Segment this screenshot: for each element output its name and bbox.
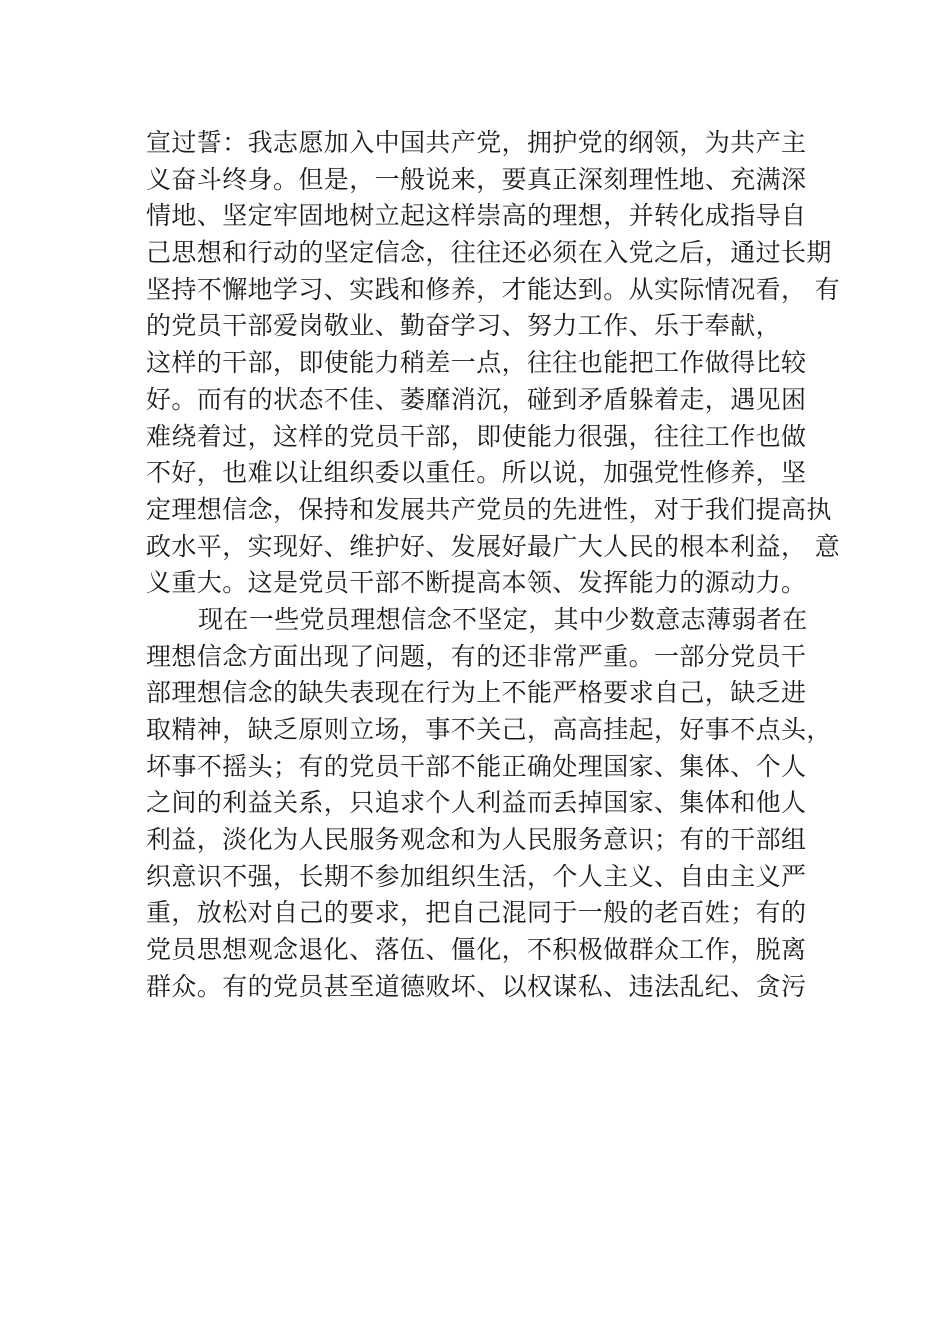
text-line: 义重大。这是党员干部不断提高本领、发挥能力的源动力。 [146, 568, 807, 598]
text-line: 之间的利益关系，只追求个人利益而丢掉国家、集体和他人 [146, 788, 807, 818]
text-line: 织意识不强，长期不参加组织生活，个人主义、自由主义严 [146, 861, 807, 891]
text-line: 好。而有的状态不佳、萎靡消沉，碰到矛盾躲着走，遇见困 [146, 384, 807, 414]
text-line: 定理想信念，保持和发展共产党员的先进性，对于我们提高执 [146, 494, 832, 524]
text-line: 宣过誓：我志愿加入中国共产党，拥护党的纲领，为共产主 [146, 128, 807, 157]
text-line: 群众。有的党员甚至道德败坏、以权谋私、违法乱纪、贪污 [146, 971, 807, 1001]
text-line: 己思想和行动的坚定信念，往往还必须在入党之后，通过长期 [146, 238, 832, 268]
text-line: 利益，淡化为人民服务观念和为人民服务意识；有的干部组 [146, 825, 807, 855]
text-line: 现在一些党员理想信念不坚定，其中少数意志薄弱者在 [198, 604, 808, 634]
text-line: 坚持不懈地学习、实践和修养，才能达到。从实际情况看， 有 [146, 274, 841, 304]
text-line: 党员思想观念退化、落伍、僵化，不积极做群众工作，脱离 [146, 935, 807, 965]
text-line: 政水平，实现好、维护好、发展好最广大人民的根本利益， 意 [146, 531, 841, 561]
body-text [146, 125, 841, 1006]
text-line: 坏事不摇头；有的党员干部不能正确处理国家、集体、个人 [146, 751, 807, 781]
text-line: 不好，也难以让组织委以重任。所以说，加强党性修养，坚 [146, 458, 807, 488]
text-line: 义奋斗终身。但是，一般说来，要真正深刻理性地、充满深 [146, 164, 807, 194]
text-line: 情地、坚定牢固地树立起这样崇高的理想，并转化成指导自 [146, 201, 807, 231]
text-line: 重，放松对自己的要求，把自己混同于一般的老百姓；有的 [146, 898, 807, 928]
text-line: 理想信念方面出现了问题，有的还非常严重。一部分党员干 [146, 641, 807, 671]
text-line: 部理想信念的缺失表现在行为上不能严格要求自己，缺乏进 [146, 678, 807, 708]
paragraph-1 [146, 125, 841, 602]
text-line: 难绕着过，这样的党员干部，即使能力很强，往往工作也做 [146, 421, 807, 451]
text-line: 取精神，缺乏原则立场，事不关己，高高挂起，好事不点头， [146, 715, 832, 744]
paragraph-2 [146, 602, 832, 1006]
text-line: 这样的干部，即使能力稍差一点，往往也能把工作做得比较 [146, 348, 807, 378]
text-line: 的党员干部爱岗敬业、勤奋学习、努力工作、乐于奉献， [146, 311, 782, 341]
